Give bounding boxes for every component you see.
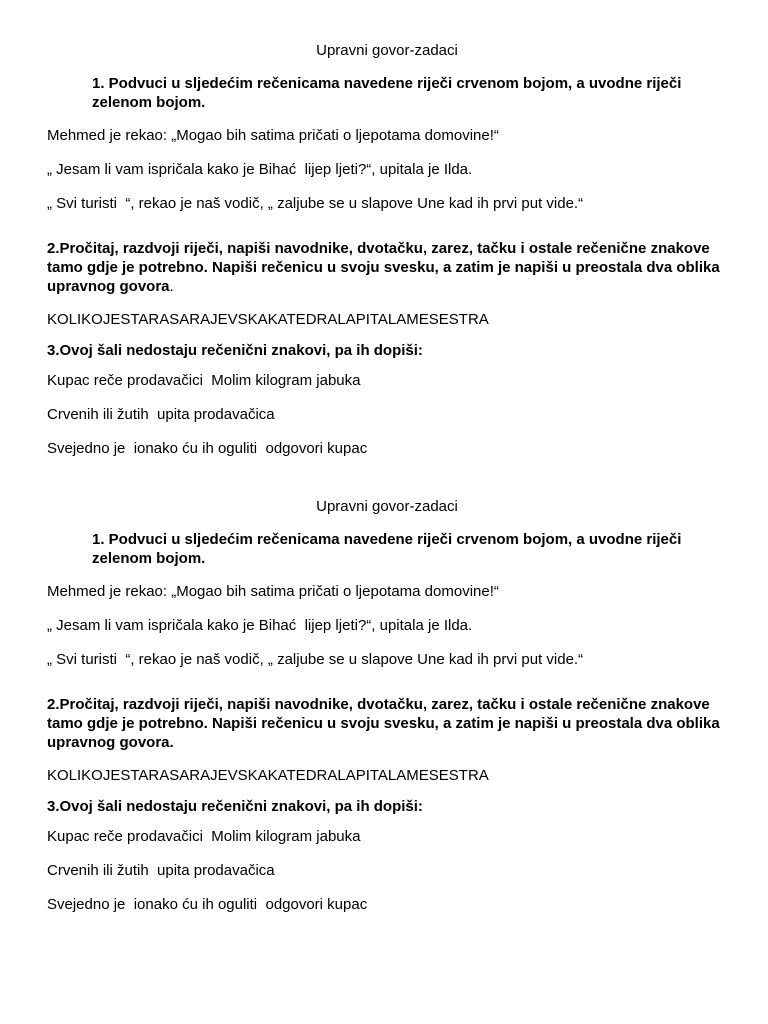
worksheet-copy-1 (47, 41, 727, 473)
task-2-heading-text: 2.Pročitaj, razdvoji riječi, napiši navodnike, dvotačku, zarez, tačku i ostale rečenične znakove tamo gdje je potrebno. Napiši rečenicu u svoju svesku, a zatim je napiši u preostala dva oblika upravnog govora (47, 240, 720, 295)
task-1-heading: 1. Podvuci u sljedećim rečenicama navedene riječi crvenom bojom, a uvodne riječi zelenom bojom. (92, 75, 682, 111)
task-1-sentence: „ Jesam li vam ispričala kako je Bihać lijep ljeti?“, upitala je Ilda. (47, 617, 473, 634)
task-2-heading-text: 2.Pročitaj, razdvoji riječi, napiši navodnike, dvotačku, zarez, tačku i ostale rečenične znakove tamo gdje je potrebno. Napiši rečenicu u svoju svesku, a zatim je napiši u preostala dva oblika upravnog govora. (47, 696, 720, 751)
task-1-sentence: „ Svi turisti “, rekao je naš vodič, „ zaljube se u slapove Une kad ih prvi put vide.“ (47, 195, 584, 212)
task-1-sentence: Mehmed je rekao: „Mogao bih satima pričati o ljepotama domovine!“ (47, 583, 499, 600)
task-1-sentence: „ Svi turisti “, rekao je naš vodič, „ zaljube se u slapove Une kad ih prvi put vide.“ (47, 651, 584, 668)
task-2-heading (47, 695, 727, 752)
task-2-letters: KOLIKOJESTARASARAJEVSKAKATEDRALAPITALAMESESTRA (47, 311, 489, 328)
task-3-line: Svejedno je ionako ću ih oguliti odgovori kupac (47, 440, 368, 457)
task-3-line: Kupac reče prodavačici Molim kilogram jabuka (47, 828, 361, 845)
task-1-sentence: Mehmed je rekao: „Mogao bih satima pričati o ljepotama domovine!“ (47, 127, 499, 144)
task-1-sentence: „ Jesam li vam ispričala kako je Bihać lijep ljeti?“, upitala je Ilda. (47, 161, 473, 178)
worksheet-copy-2 (47, 497, 727, 929)
task-3-line: Kupac reče prodavačici Molim kilogram jabuka (47, 372, 361, 389)
task-3-heading: 3.Ovoj šali nedostaju rečenični znakovi, pa ih dopiši: (47, 342, 423, 359)
task-3-line: Svejedno je ionako ću ih oguliti odgovori kupac (47, 896, 368, 913)
worksheet-title: Upravni govor-zadaci (316, 498, 458, 515)
worksheet-title: Upravni govor-zadaci (316, 42, 458, 59)
task-3-line: Crvenih ili žutih upita prodavačica (47, 862, 275, 879)
task-1-heading: 1. Podvuci u sljedećim rečenicama navedene riječi crvenom bojom, a uvodne riječi zelenom bojom. (92, 531, 682, 567)
task-2-heading (47, 239, 727, 296)
task-2-heading-period: . (169, 278, 174, 295)
task-3-heading: 3.Ovoj šali nedostaju rečenični znakovi, pa ih dopiši: (47, 798, 423, 815)
task-3-line: Crvenih ili žutih upita prodavačica (47, 406, 275, 423)
task-2-letters: KOLIKOJESTARASARAJEVSKAKATEDRALAPITALAMESESTRA (47, 767, 489, 784)
